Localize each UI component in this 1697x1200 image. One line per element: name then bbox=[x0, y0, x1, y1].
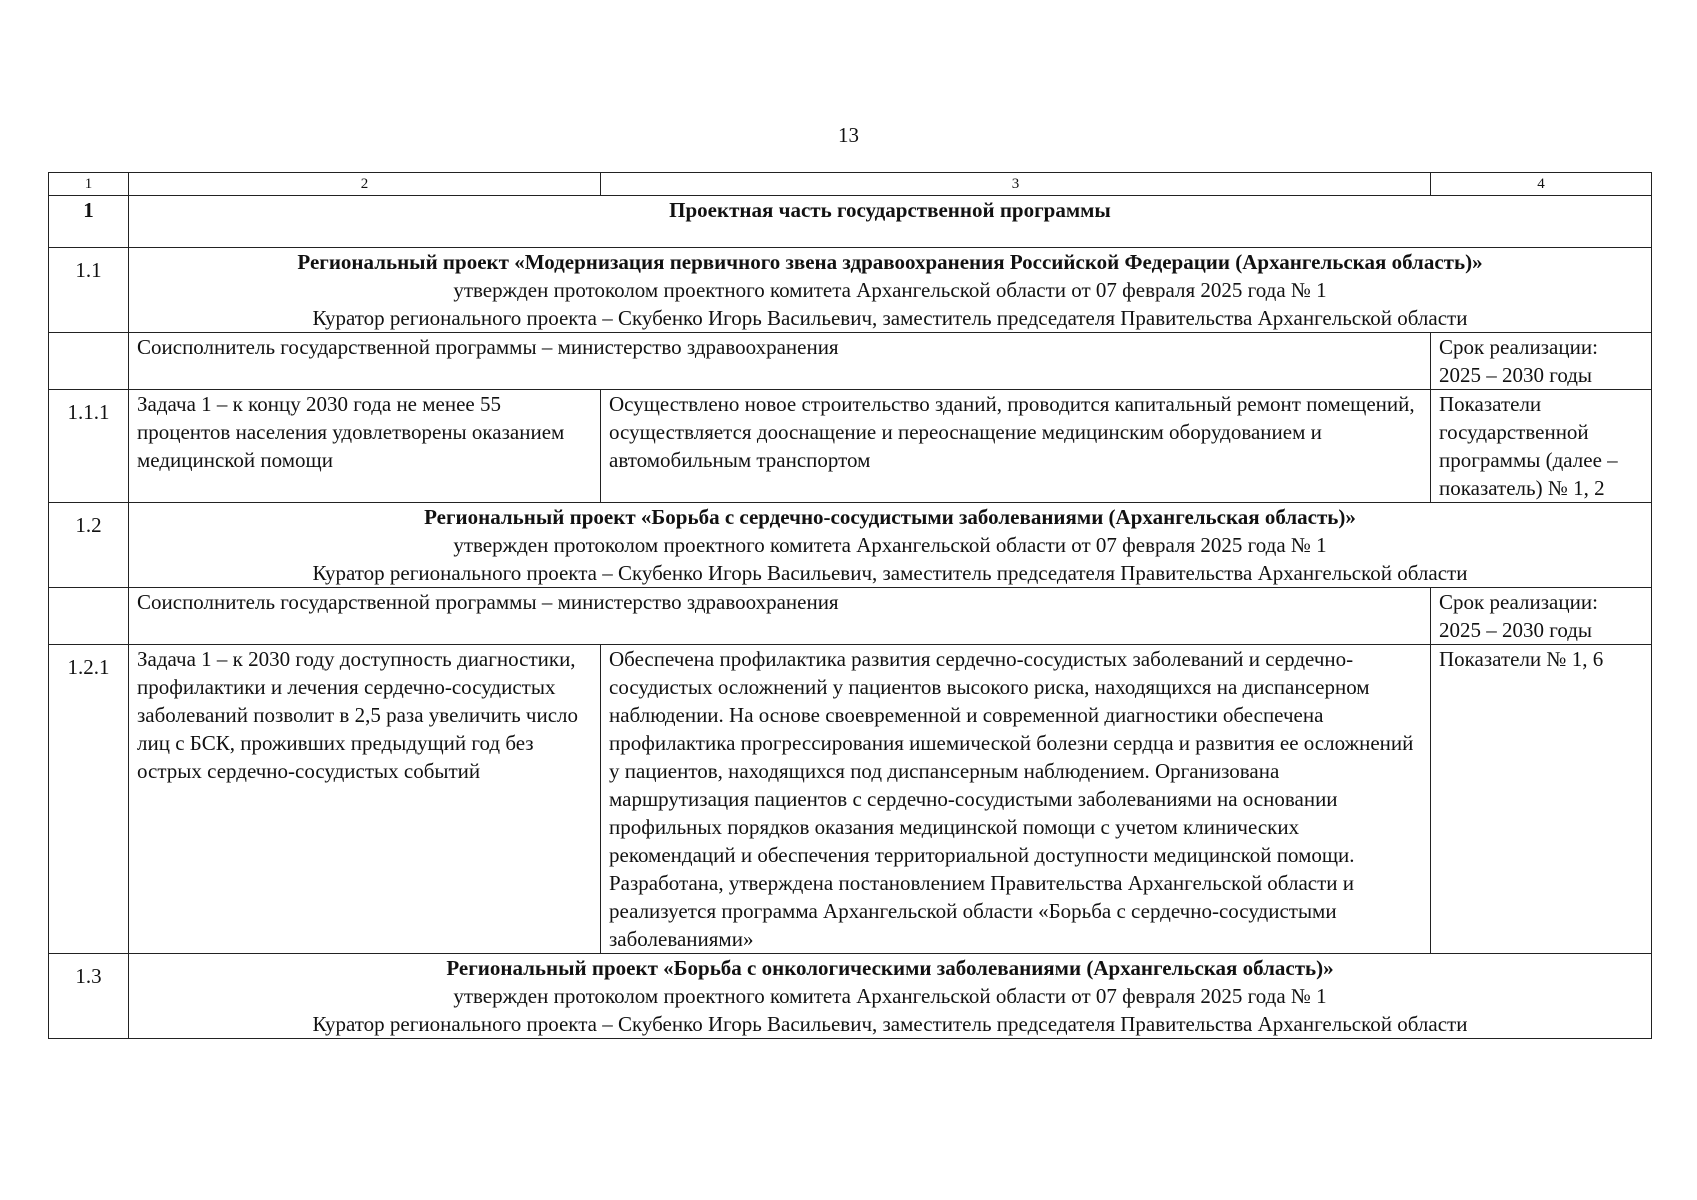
task-indicators: Показатели государственной программы (далее – показатель) № 1, 2 bbox=[1431, 390, 1652, 503]
project-row bbox=[49, 248, 1652, 333]
task-indicators: Показатели № 1, 6 bbox=[1431, 645, 1652, 954]
project-title: Региональный проект «Борьба с онкологическими заболеваниями (Архангельская область)» bbox=[446, 956, 1334, 980]
project-title: Региональный проект «Модернизация первичного звена здравоохранения Российской Федерации (Архангельская область)» bbox=[297, 250, 1483, 274]
project-approval: утвержден протоколом проектного комитета Архангельской области от 07 февраля 2025 года № 1 bbox=[453, 278, 1327, 302]
empty-cell bbox=[49, 333, 129, 390]
project-row bbox=[49, 503, 1652, 588]
project-row bbox=[49, 954, 1652, 1039]
project-number: 1.2 bbox=[49, 503, 129, 588]
column-number-1: 1 bbox=[49, 173, 129, 196]
project-curator: Куратор регионального проекта – Скубенко Игорь Васильевич, заместитель председателя Правительства Архангельской области bbox=[312, 306, 1468, 330]
coexecutor-row bbox=[49, 333, 1652, 390]
task-number: 1.2.1 bbox=[49, 645, 129, 954]
coexecutor-text: Соисполнитель государственной программы – министерство здравоохранения bbox=[129, 588, 1431, 645]
project-curator: Куратор регионального проекта – Скубенко Игорь Васильевич, заместитель председателя Правительства Архангельской области bbox=[312, 561, 1468, 585]
project-number: 1.1 bbox=[49, 248, 129, 333]
project-curator: Куратор регионального проекта – Скубенко Игорь Васильевич, заместитель председателя Правительства Архангельской области bbox=[312, 1012, 1468, 1036]
task-result: Осуществлено новое строительство зданий, проводится капитальный ремонт помещений, осуществляется дооснащение и переоснащение медицинским оборудованием и автомобильным транспортом bbox=[601, 390, 1431, 503]
column-number-3: 3 bbox=[601, 173, 1431, 196]
project-header bbox=[129, 248, 1652, 333]
task-row bbox=[49, 645, 1652, 954]
column-number-4: 4 bbox=[1431, 173, 1652, 196]
implementation-period: Срок реализации: 2025 – 2030 годы bbox=[1431, 333, 1652, 390]
coexecutor-row bbox=[49, 588, 1652, 645]
page-number: 13 bbox=[838, 123, 859, 147]
task-number: 1.1.1 bbox=[49, 390, 129, 503]
task-description: Задача 1 – к концу 2030 года не менее 55 процентов населения удовлетворены оказанием медицинской помощи bbox=[129, 390, 601, 503]
section-title: Проектная часть государственной программы bbox=[129, 196, 1652, 248]
empty-cell bbox=[49, 588, 129, 645]
task-result: Обеспечена профилактика развития сердечно-сосудистых заболеваний и сердечно-сосудистых осложнений у пациентов высокого риска, находящихся на диспансерном наблюдении. На основе своевременной и современной диагностики обеспечена профилактика прогрессирования ишемической болезни сердца и развития ее осложнений у пациентов, находящихся под диспансерным наблюдением. Организована маршрутизация пациентов с сердечно-сосудистыми заболеваниями на основании профильных порядков оказания медицинской помощи с учетом клинических рекомендаций и обеспечения территориальной доступности медицинской помощи. Разработана, утверждена постановлением Правительства Архангельской области и реализуется программа Архангельской области «Борьба с сердечно-сосудистыми заболеваниями» bbox=[601, 645, 1431, 954]
project-approval: утвержден протоколом проектного комитета Архангельской области от 07 февраля 2025 года № 1 bbox=[453, 533, 1327, 557]
program-table bbox=[48, 172, 1652, 1039]
section-row bbox=[49, 196, 1652, 248]
project-header bbox=[129, 954, 1652, 1039]
project-number: 1.3 bbox=[49, 954, 129, 1039]
column-number-2: 2 bbox=[129, 173, 601, 196]
task-description: Задача 1 – к 2030 году доступность диагностики, профилактики и лечения сердечно-сосудистых заболеваний позволит в 2,5 раза увеличить число лиц с БСК, проживших предыдущий год без острых сердечно-сосудистых событий bbox=[129, 645, 601, 954]
project-header bbox=[129, 503, 1652, 588]
implementation-period: Срок реализации: 2025 – 2030 годы bbox=[1431, 588, 1652, 645]
task-row bbox=[49, 390, 1652, 503]
column-number-row bbox=[49, 173, 1652, 196]
project-approval: утвержден протоколом проектного комитета Архангельской области от 07 февраля 2025 года № 1 bbox=[453, 984, 1327, 1008]
section-number: 1 bbox=[49, 196, 129, 248]
coexecutor-text: Соисполнитель государственной программы – министерство здравоохранения bbox=[129, 333, 1431, 390]
project-title: Региональный проект «Борьба с сердечно-сосудистыми заболеваниями (Архангельская область)» bbox=[424, 505, 1356, 529]
